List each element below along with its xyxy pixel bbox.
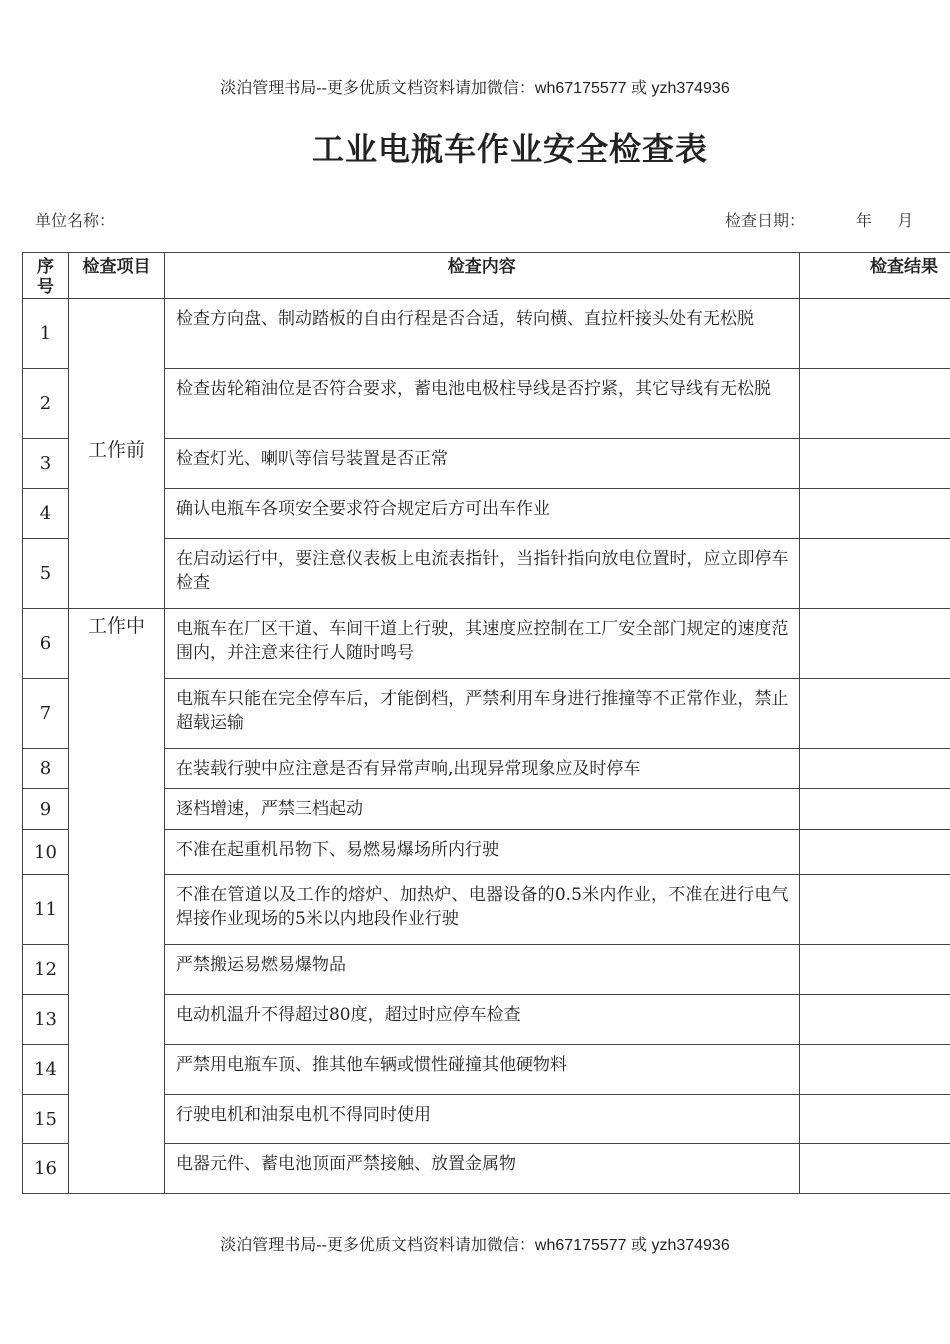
header-serial-no bbox=[23, 253, 69, 299]
row-content: 不准在起重机吊物下、易燃易爆场所内行驶 bbox=[164, 830, 799, 875]
row-content: 逐档增速，严禁三档起动 bbox=[164, 789, 799, 830]
row-content: 不准在管道以及工作的熔炉、加热炉、电器设备的0.5米内作业，不准在进行电气焊接作业现场的5米以内地段作业行驶 bbox=[164, 875, 799, 945]
row-content: 检查灯光、喇叭等信号装置是否正常 bbox=[164, 439, 799, 489]
row-content: 在装载行驶中应注意是否有异常声响,出现异常现象应及时停车 bbox=[164, 749, 799, 789]
row-no: 14 bbox=[23, 1045, 69, 1095]
category-during-work bbox=[68, 609, 164, 1194]
row-result-cell bbox=[799, 875, 950, 945]
category-label: 工作前 bbox=[87, 439, 145, 461]
row-no: 11 bbox=[23, 875, 69, 945]
header-check-content: 检查内容 bbox=[164, 253, 799, 299]
row-result-cell bbox=[799, 1144, 950, 1194]
row-result-cell bbox=[799, 539, 950, 609]
header-check-item bbox=[68, 253, 164, 299]
footer-watermark-note: 淡泊管理书局--更多优质文档资料请加微信：wh67175577 或 yzh374936 bbox=[220, 1237, 730, 1254]
row-result-cell bbox=[799, 1045, 950, 1095]
row-content: 严禁搬运易燃易爆物品 bbox=[164, 945, 799, 995]
row-no: 9 bbox=[23, 789, 69, 830]
row-result-cell bbox=[799, 439, 950, 489]
row-result-cell bbox=[799, 369, 950, 439]
row-result-cell bbox=[799, 945, 950, 995]
row-no: 4 bbox=[23, 489, 69, 539]
row-result-cell bbox=[799, 749, 950, 789]
row-content: 电器元件、蓄电池顶面严禁接触、放置金属物 bbox=[164, 1144, 799, 1194]
row-no: 8 bbox=[23, 749, 69, 789]
row-no: 1 bbox=[23, 299, 69, 369]
row-no: 5 bbox=[23, 539, 69, 609]
row-content: 检查方向盘、制动踏板的自由行程是否合适，转向横、直拉杆接头处有无松脱 bbox=[164, 299, 799, 369]
row-result-cell bbox=[799, 789, 950, 830]
category-before-work bbox=[68, 299, 164, 609]
row-no: 15 bbox=[23, 1095, 69, 1144]
row-no: 10 bbox=[23, 830, 69, 875]
row-content: 电瓶车只能在完全停车后，才能倒档，严禁利用车身进行推撞等不正常作业，禁止超载运输 bbox=[164, 679, 799, 749]
row-no: 6 bbox=[23, 609, 69, 679]
row-content: 检查齿轮箱油位是否符合要求，蓄电池电极柱导线是否拧紧，其它导线有无松脱 bbox=[164, 369, 799, 439]
row-result-cell bbox=[799, 995, 950, 1045]
row-no: 2 bbox=[23, 369, 69, 439]
row-result-cell bbox=[799, 679, 950, 749]
row-result-cell bbox=[799, 489, 950, 539]
row-no: 12 bbox=[23, 945, 69, 995]
row-content: 行驶电机和油泵电机不得同时使用 bbox=[164, 1095, 799, 1144]
row-no: 3 bbox=[23, 439, 69, 489]
category-label: 工作中 bbox=[87, 615, 145, 637]
header-watermark-note: 淡泊管理书局--更多优质文档资料请加微信：wh67175577 或 yzh374936 bbox=[220, 80, 730, 97]
header-check-result: 检查结果 bbox=[799, 253, 950, 299]
row-no: 16 bbox=[23, 1144, 69, 1194]
row-result-cell bbox=[799, 609, 950, 679]
row-no: 7 bbox=[23, 679, 69, 749]
row-content: 电瓶车在厂区干道、车间干道上行驶，其速度应控制在工厂安全部门规定的速度范围内，并注意来往行人随时鸣号 bbox=[164, 609, 799, 679]
row-content: 在启动运行中，要注意仪表板上电流表指针，当指针指向放电位置时，应立即停车检查 bbox=[164, 539, 799, 609]
row-result-cell bbox=[799, 1095, 950, 1144]
row-result-cell bbox=[799, 299, 950, 369]
page-title: 工业电瓶车作业安全检查表 bbox=[311, 130, 708, 168]
inspection-table bbox=[22, 252, 950, 1194]
row-content: 电动机温升不得超过80度，超过时应停车检查 bbox=[164, 995, 799, 1045]
row-content: 确认电瓶车各项安全要求符合规定后方可出车作业 bbox=[164, 489, 799, 539]
header-serial-no-text: 序号 bbox=[36, 257, 54, 297]
check-date-label: 检查日期： 年 月 bbox=[725, 211, 914, 230]
row-result-cell bbox=[799, 830, 950, 875]
row-no: 13 bbox=[23, 995, 69, 1045]
unit-name-label: 单位名称： bbox=[35, 211, 116, 230]
row-content: 严禁用电瓶车顶、推其他车辆或惯性碰撞其他硬物料 bbox=[164, 1045, 799, 1095]
header-check-item-text: 检查项目 bbox=[82, 257, 151, 277]
